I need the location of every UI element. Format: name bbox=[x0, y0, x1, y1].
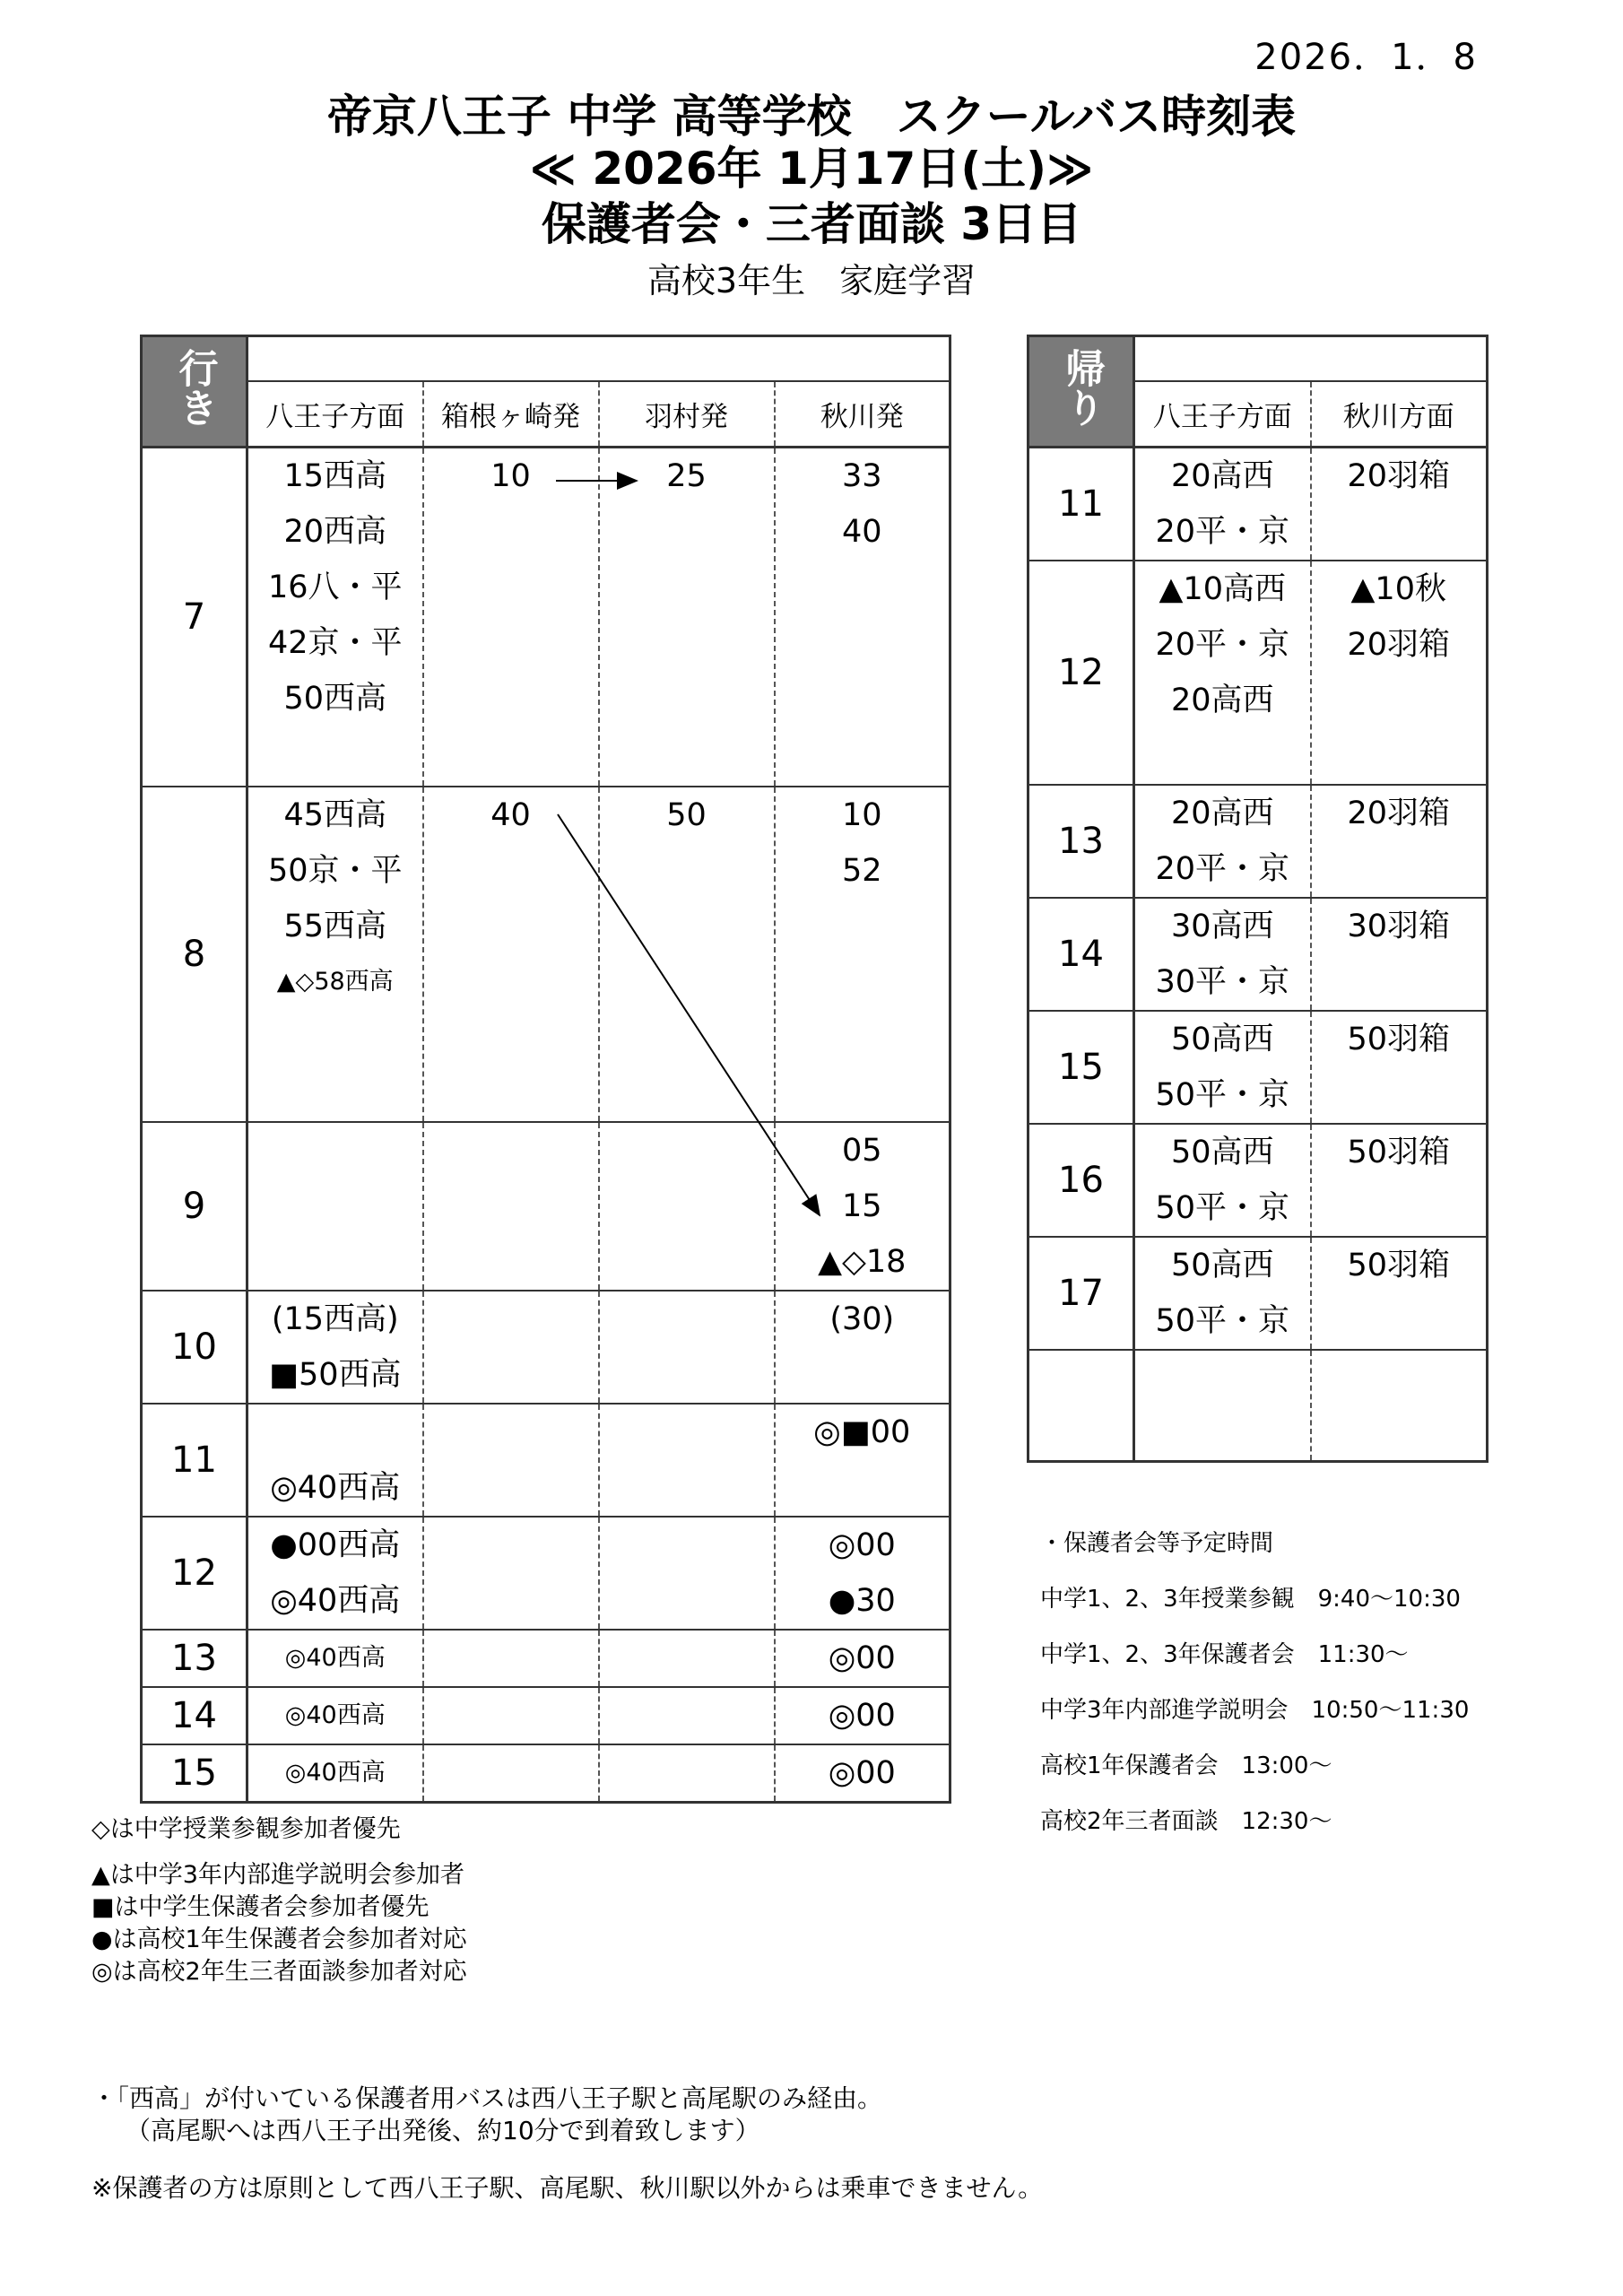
departure-time: 50羽箱 bbox=[1347, 1248, 1451, 1283]
schedule-item: 中学3年内部進学説明会 10:50～11:30 bbox=[1040, 1697, 1470, 1724]
departure-time: ▲◇18 bbox=[818, 1243, 907, 1280]
departure-time: 50平・京 bbox=[1155, 1303, 1290, 1339]
departure-time: ▲10高西 bbox=[1159, 571, 1286, 607]
note-line-1: ・「西高」が付いている保護者用バスは西八王子駅と高尾駅のみ経由。 bbox=[91, 2083, 883, 2113]
departure-time: 40 bbox=[841, 514, 882, 550]
departure-time: 16八・平 bbox=[267, 570, 403, 605]
note-line-3: ※保護者の方は原則として西八王子駅、高尾駅、秋川駅以外からは乗車できません。 bbox=[91, 2173, 1044, 2203]
issue-date: 2026．1．8 bbox=[1254, 37, 1478, 78]
hour-cell: 15 bbox=[142, 1744, 247, 1803]
departure-time: 20高西 bbox=[1170, 458, 1274, 494]
schedule-item: 高校2年三者面談 12:30～ bbox=[1040, 1808, 1332, 1835]
legend-triangle: ▲は中学3年内部進学説明会参加者 bbox=[91, 1861, 464, 1889]
going-header-label: 行き bbox=[171, 347, 218, 427]
col-hachioji: 八王子方面 bbox=[247, 381, 423, 448]
departure-time: 15 bbox=[841, 1187, 882, 1224]
departure-time: 50京・平 bbox=[267, 852, 403, 889]
departure-time: 45西高 bbox=[283, 796, 387, 833]
departure-time: ●00西高 bbox=[270, 1526, 401, 1563]
departure-time: (30) bbox=[829, 1300, 895, 1337]
departure-time: 20羽箱 bbox=[1347, 458, 1451, 494]
departure-time: 50 bbox=[666, 796, 707, 833]
departure-time: ●30 bbox=[828, 1582, 896, 1619]
departure-time: 15西高 bbox=[283, 458, 387, 494]
hour-cell: 13 bbox=[142, 1630, 247, 1687]
event-name: 保護者会・三者面談 3日目 bbox=[541, 198, 1082, 250]
departure-time: 30平・京 bbox=[1155, 964, 1290, 1000]
departure-time: ◎40西高 bbox=[270, 1469, 401, 1506]
hour-cell: 10 bbox=[142, 1291, 247, 1404]
departure-time: 20平・京 bbox=[1155, 851, 1290, 887]
hour-cell: 12 bbox=[142, 1517, 247, 1630]
hour-cell: 14 bbox=[142, 1687, 247, 1744]
ret-col-hachioji: 八王子方面 bbox=[1134, 381, 1311, 448]
departure-time: 20平・京 bbox=[1155, 514, 1290, 550]
departure-time: 20高西 bbox=[1170, 683, 1274, 718]
departure-time: 05 bbox=[841, 1132, 882, 1169]
hour-cell: 13 bbox=[1028, 785, 1134, 898]
col-hakonegasaki: 箱根ヶ崎発 bbox=[423, 381, 599, 448]
departure-time: 30高西 bbox=[1170, 909, 1274, 944]
ret-col-akigawa: 秋川方面 bbox=[1311, 381, 1488, 448]
legend-square: ■は中学生保護者会参加者優先 bbox=[91, 1893, 430, 1921]
hour-cell: 9 bbox=[142, 1122, 247, 1291]
departure-time: 50高西 bbox=[1170, 1022, 1274, 1057]
departure-time: 20羽箱 bbox=[1347, 796, 1451, 831]
hour-cell: 15 bbox=[1028, 1011, 1134, 1124]
departure-time: 50西高 bbox=[283, 681, 387, 717]
hour-cell: 11 bbox=[1028, 448, 1134, 561]
departure-time: 33 bbox=[841, 458, 882, 494]
legend-circle: ●は高校1年生保護者会参加者対応 bbox=[91, 1926, 467, 1953]
departure-time: 50高西 bbox=[1170, 1135, 1274, 1170]
departure-time: 50平・京 bbox=[1155, 1190, 1290, 1226]
departure-time: ▲◇58西高 bbox=[276, 967, 394, 996]
hour-cell: 16 bbox=[1028, 1124, 1134, 1237]
page-title: 帝京八王子 中学 高等学校 スクールバス時刻表 bbox=[326, 91, 1297, 143]
departure-time: ◎40西高 bbox=[284, 1758, 386, 1787]
departure-time: ◎40西高 bbox=[284, 1700, 386, 1729]
departure-time: 52 bbox=[841, 852, 882, 889]
departure-time: 50高西 bbox=[1170, 1248, 1274, 1283]
col-akigawa: 秋川発 bbox=[775, 381, 950, 448]
hour-cell: 12 bbox=[1028, 561, 1134, 785]
schedule-item: 中学1、2、3年保護者会 11:30～ bbox=[1040, 1641, 1409, 1668]
schedule-item: 中学1、2、3年授業参観 9:40～10:30 bbox=[1040, 1586, 1461, 1613]
departure-time: 25 bbox=[666, 458, 707, 494]
departure-time: 50羽箱 bbox=[1347, 1022, 1451, 1057]
departure-time: 50羽箱 bbox=[1347, 1135, 1451, 1170]
departure-time: 20高西 bbox=[1170, 796, 1274, 831]
legend-diamond: ◇は中学授業参観参加者優先 bbox=[91, 1815, 401, 1843]
schedule-item: 高校1年保護者会 13:00～ bbox=[1040, 1752, 1332, 1779]
legend-double-circle: ◎は高校2年生三者面談参加者対応 bbox=[91, 1958, 467, 1986]
note-line-2: （高尾駅へは西八王子出発後、約10分で到着致します） bbox=[126, 2116, 760, 2145]
departure-time: (15西高) bbox=[271, 1300, 399, 1337]
returning-header-label: 帰り bbox=[1058, 347, 1105, 427]
col-hamura: 羽村発 bbox=[599, 381, 775, 448]
departure-time: ◎40西高 bbox=[284, 1643, 386, 1672]
departure-time: 42京・平 bbox=[267, 625, 403, 661]
schedule-title: ・保護者会等予定時間 bbox=[1040, 1530, 1274, 1557]
departure-time: 20西高 bbox=[283, 514, 387, 550]
departure-time: ◎00 bbox=[828, 1754, 896, 1791]
departure-time: ◎00 bbox=[828, 1526, 896, 1563]
event-subtitle: 高校3年生 家庭学習 bbox=[647, 261, 976, 300]
departure-time: 50平・京 bbox=[1155, 1077, 1290, 1113]
departure-time: 20羽箱 bbox=[1347, 627, 1451, 663]
departure-time: 55西高 bbox=[283, 908, 387, 944]
hour-cell: 14 bbox=[1028, 898, 1134, 1011]
hour-cell: 17 bbox=[1028, 1237, 1134, 1350]
departure-time: ◎00 bbox=[828, 1697, 896, 1734]
hour-cell: 8 bbox=[142, 787, 247, 1122]
departure-time: ▲10秋 bbox=[1350, 571, 1446, 607]
departure-time: ■50西高 bbox=[268, 1356, 402, 1393]
arrow-hakone-to-akigawa bbox=[558, 814, 820, 1215]
departure-time: 10 bbox=[841, 796, 882, 833]
departure-time: ◎40西高 bbox=[270, 1582, 401, 1619]
departure-time: 10 bbox=[490, 458, 531, 494]
departure-time: ◎00 bbox=[828, 1639, 896, 1676]
hour-cell: 11 bbox=[142, 1404, 247, 1517]
departure-time: 20平・京 bbox=[1155, 627, 1290, 663]
hour-cell: 7 bbox=[142, 448, 247, 787]
event-date: ≪ 2026年 1月17日(土)≫ bbox=[529, 143, 1094, 195]
departure-time: 30羽箱 bbox=[1347, 909, 1451, 944]
departure-time: 40 bbox=[490, 796, 531, 833]
departure-time: ◎■00 bbox=[813, 1413, 911, 1450]
